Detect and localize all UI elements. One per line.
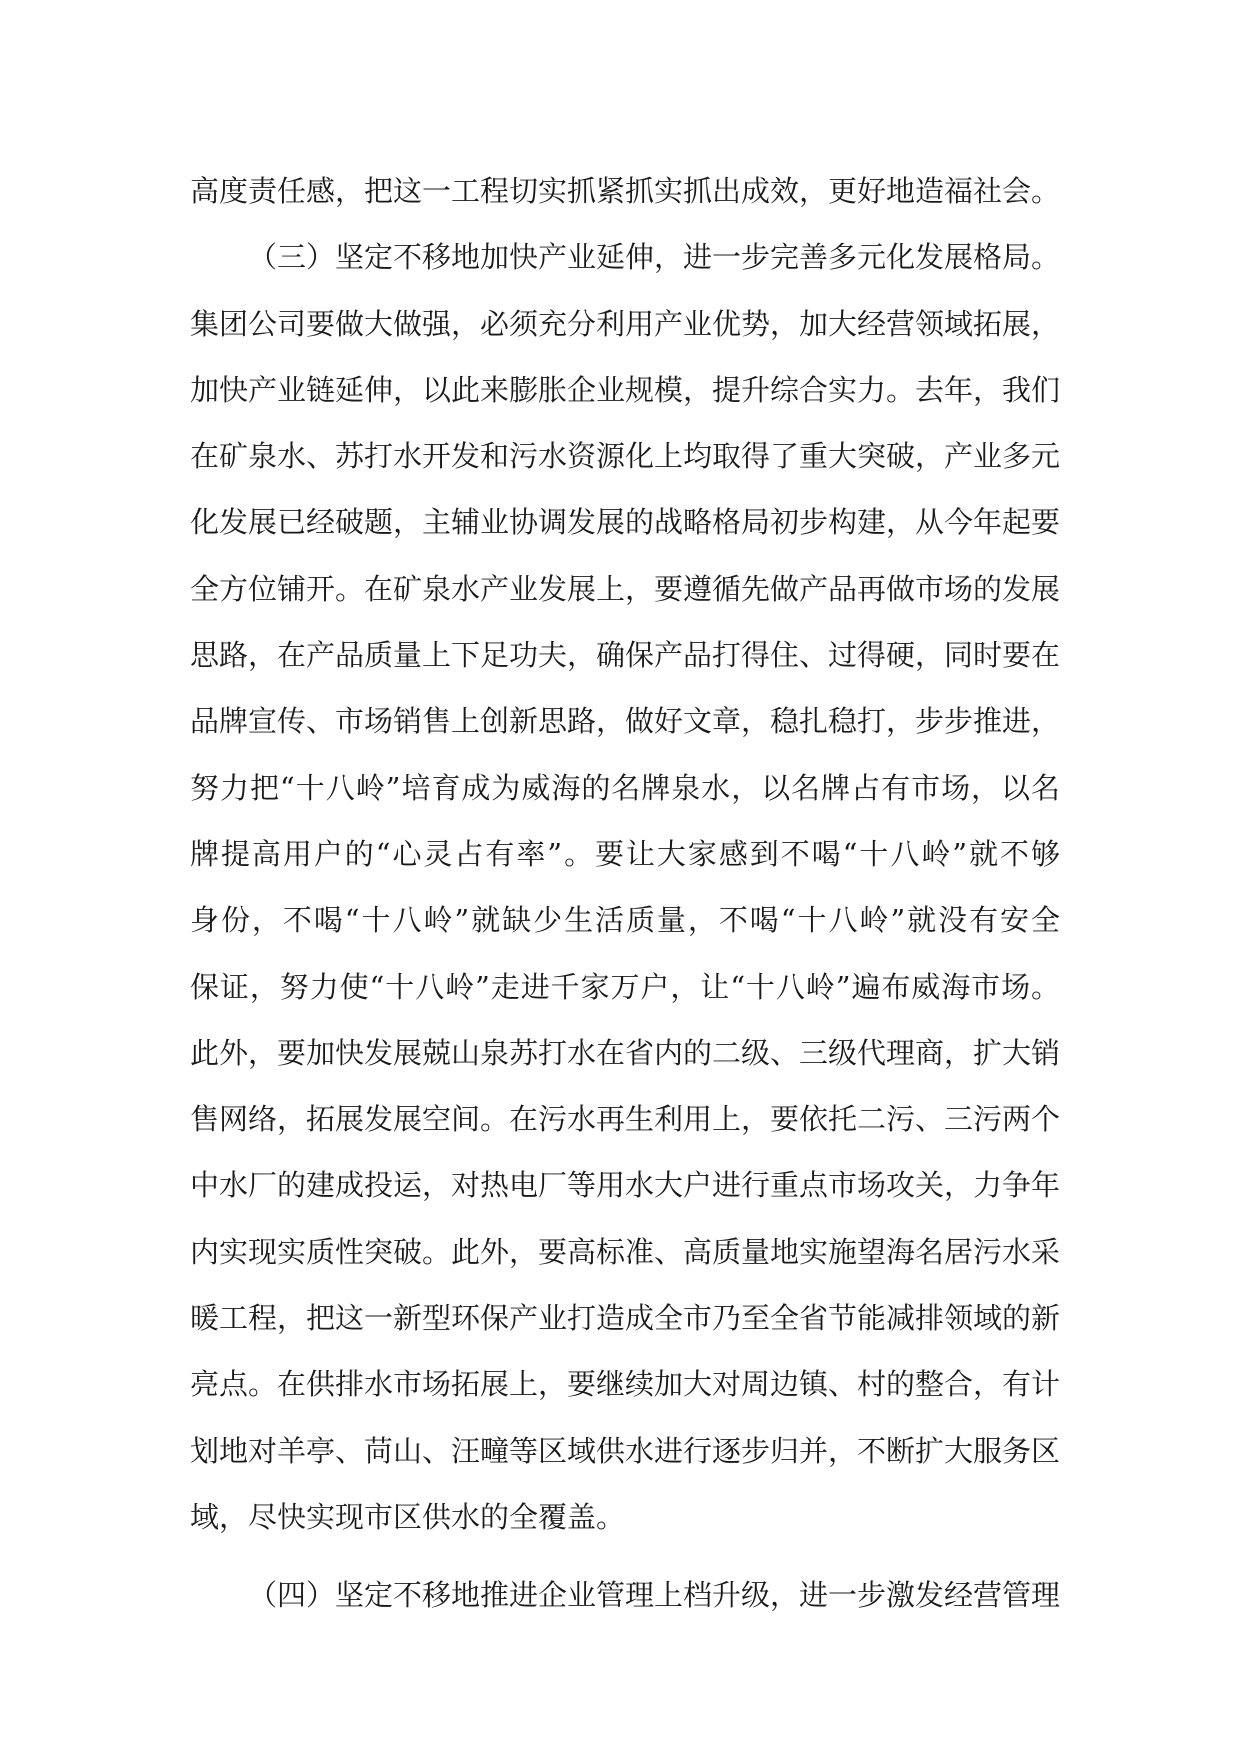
- section-heading-4: （四）坚定不移地推进企业管理上档升级，进一步激发经营管理: [248, 1578, 1061, 1613]
- text-line-6: 化发展已经破题，主辅业协调发展的战略格局初步构建，从今年起要: [190, 505, 1061, 540]
- text-line-19: 亮点。在供排水市场拓展上，要继续加大对周边镇、村的整合，有计: [190, 1367, 1061, 1402]
- text-line-3: 集团公司要做大做强，必须充分利用产业优势，加大经营领域拓展，: [190, 306, 1061, 341]
- text-line-1: 高度责任感，把这一工程切实抓紧抓实抓出成效，更好地造福社会。: [190, 174, 1061, 208]
- text-line-16: 中水厂的建成投运，对热电厂等用水大户进行重点市场攻关，力争年: [190, 1168, 1061, 1203]
- section-heading-3: （三）坚定不移地加快产业延伸，进一步完善多元化发展格局。: [248, 240, 1061, 275]
- text-line-8: 思路，在产品质量上下足功夫，确保产品打得住、过得硬，同时要在: [190, 638, 1061, 673]
- document-body: [190, 158, 1060, 1629]
- text-line-13: 保证，努力使“十八岭”走进千家万户，让“十八岭”遍布威海市场。: [190, 969, 1060, 1004]
- text-line-4: 加快产业链延伸，以此来膨胀企业规模，提升综合实力。去年，我们: [190, 372, 1061, 407]
- text-line-20: 划地对羊亭、苘山、汪疃等区域供水进行逐步归并，不断扩大服务区: [190, 1433, 1061, 1468]
- text-line-7: 全方位铺开。在矿泉水产业发展上，要遵循先做产品再做市场的发展: [190, 571, 1061, 606]
- text-line-15: 售网络，拓展发展空间。在污水再生利用上，要依托二污、三污两个: [190, 1102, 1061, 1137]
- text-line-9: 品牌宣传、市场销售上创新思路，做好文章，稳扎稳打，步步推进，: [190, 704, 1061, 739]
- text-line-12: 身份，不喝“十八岭”就缺少生活质量，不喝“十八岭”就没有安全: [190, 903, 1060, 938]
- text-line-17: 内实现实质性突破。此外，要高标准、高质量地实施望海名居污水采: [190, 1234, 1061, 1269]
- text-line-18: 暖工程，把这一新型环保产业打造成全市乃至全省节能减排领域的新: [190, 1301, 1061, 1336]
- text-line-14: 此外，要加快发展兢山泉苏打水在省内的二级、三级代理商，扩大销: [190, 1035, 1061, 1070]
- text-line-10: 努力把“十八岭”培育成为威海的名牌泉水，以名牌占有市场，以名: [190, 770, 1060, 805]
- text-line-21: 域，尽快实现市区供水的全覆盖。: [190, 1499, 626, 1534]
- text-line-11: 牌提高用户的“心灵占有率”。要让大家感到不喝“十八岭”就不够: [190, 836, 1060, 871]
- text-line-5: 在矿泉水、苏打水开发和污水资源化上均取得了重大突破，产业多元: [190, 439, 1061, 474]
